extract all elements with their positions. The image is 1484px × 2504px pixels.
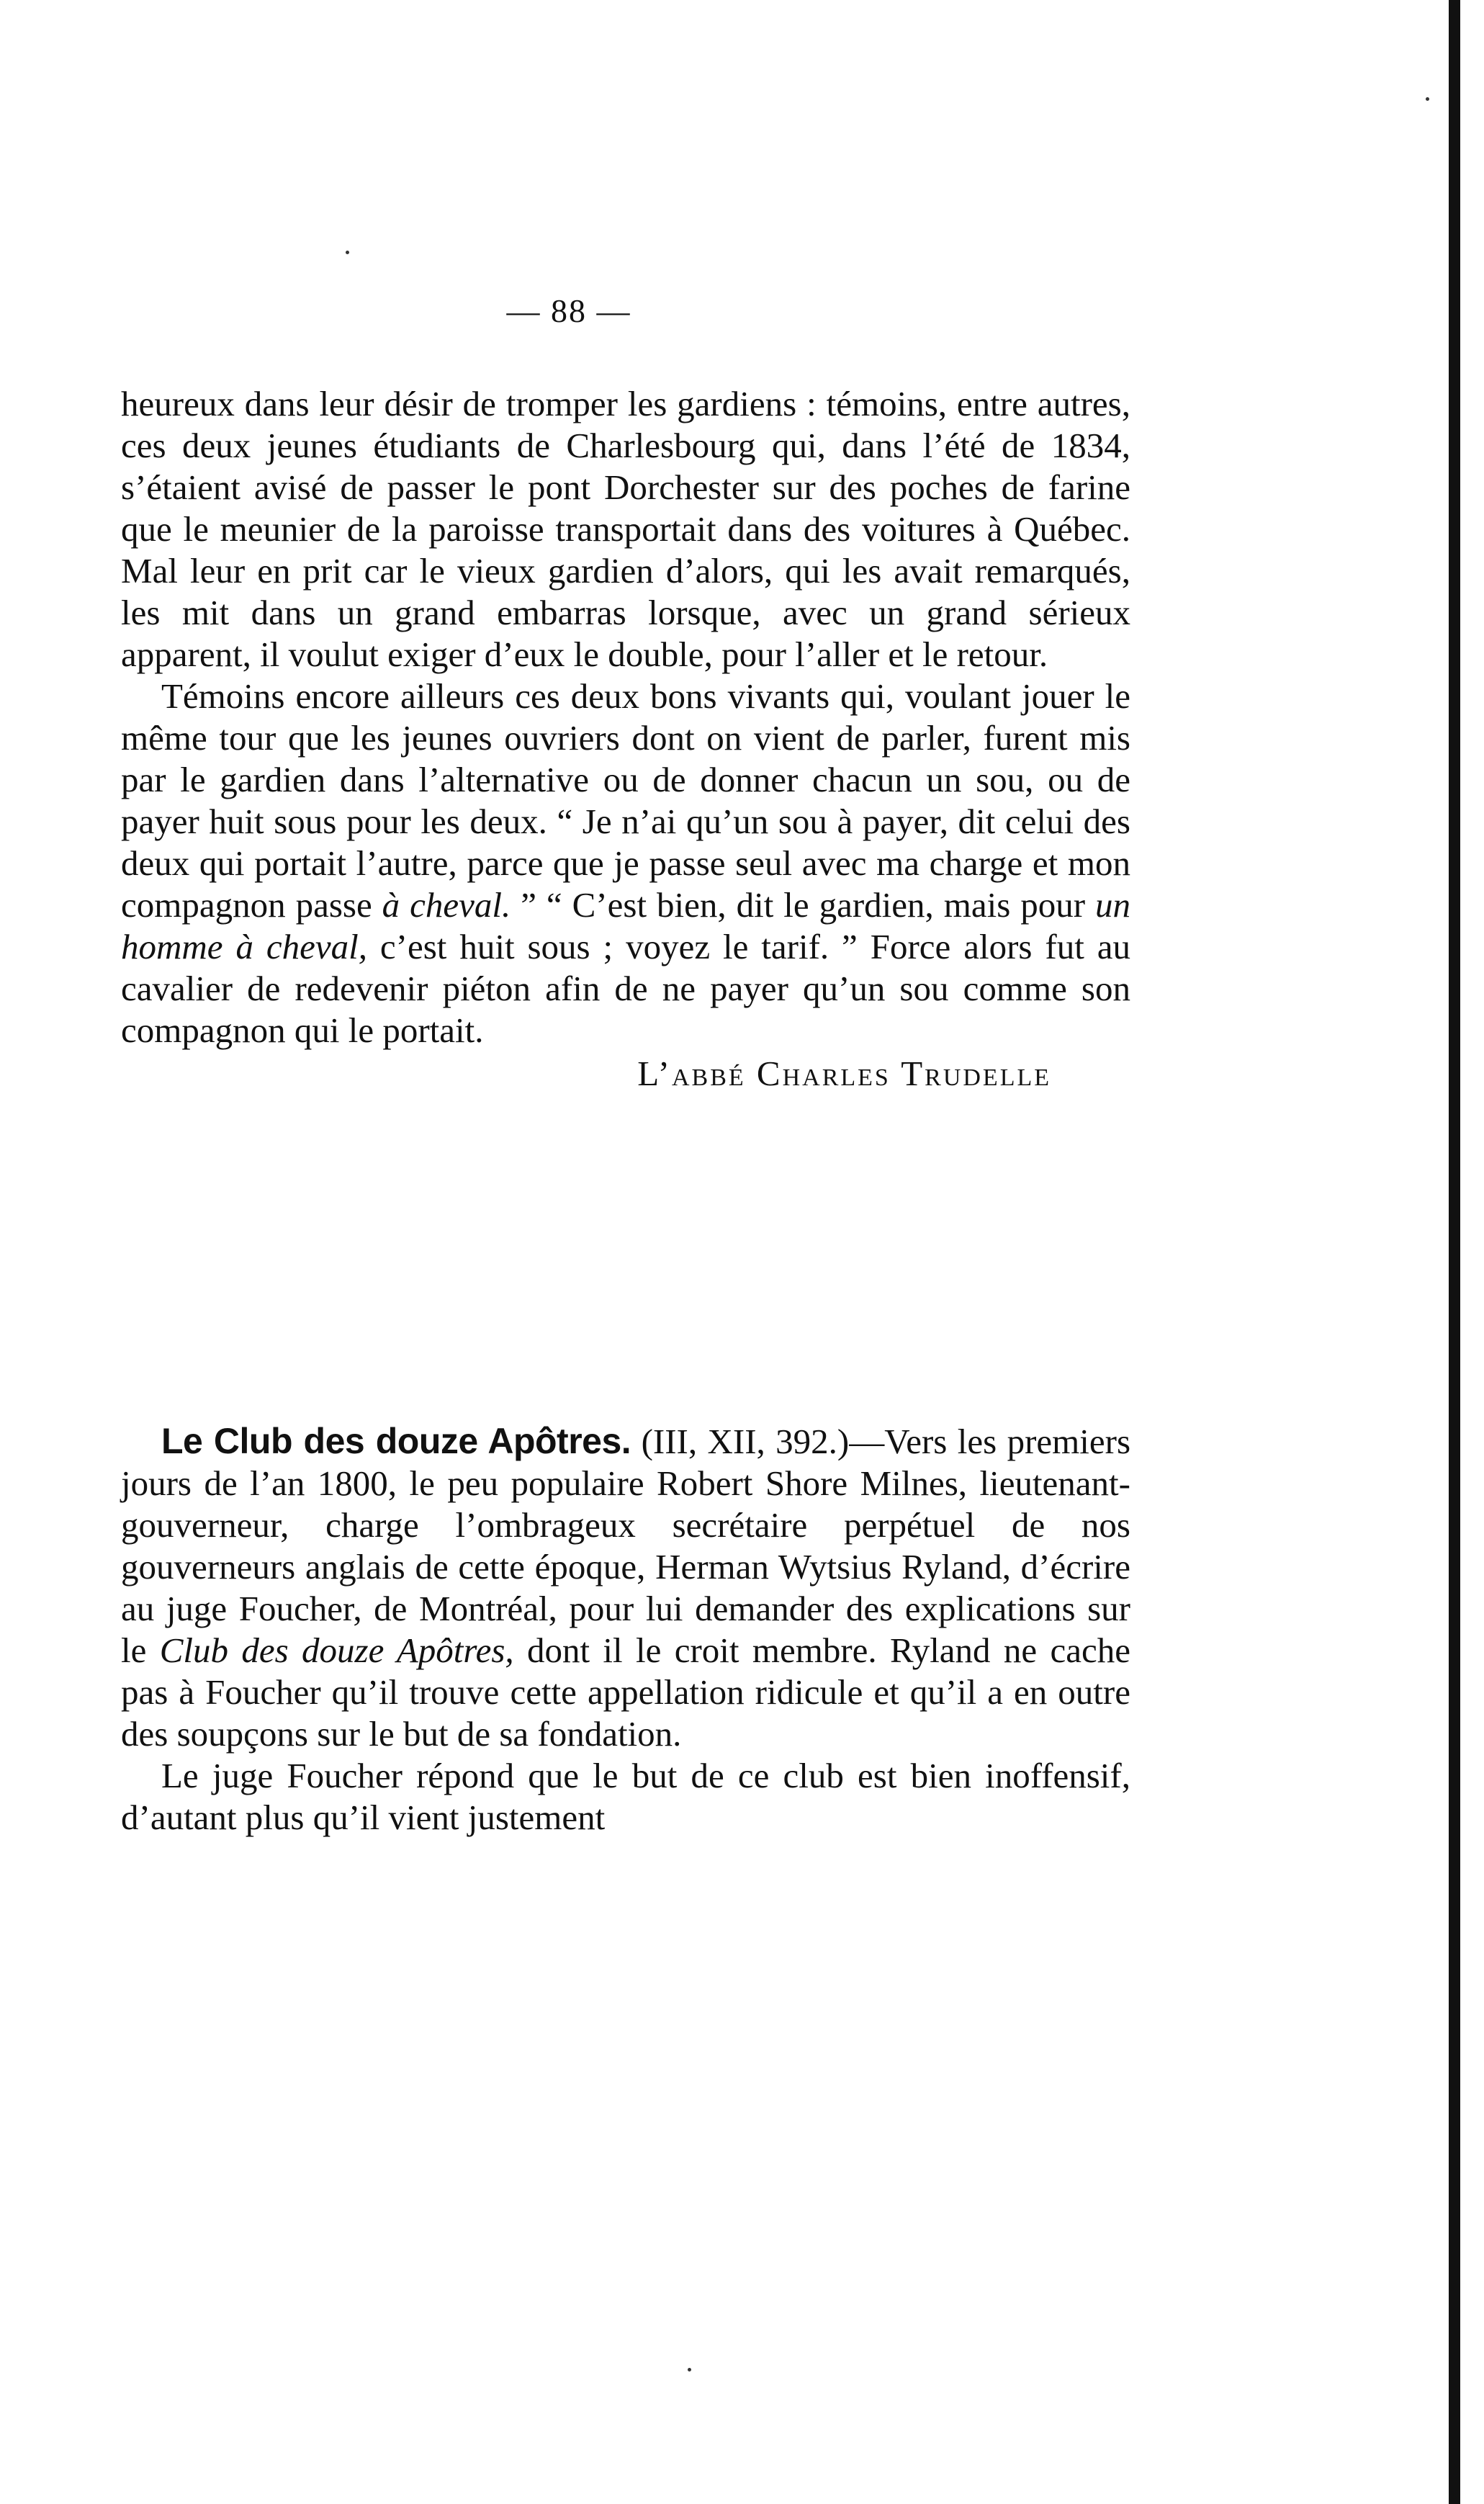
italic-phrase: un homme à cheval, (121, 885, 1131, 966)
section-heading: Le Club des douze Apôtres. (161, 1421, 631, 1461)
text-run: Vers les premiers jours de l’an 1800, le peu populaire Robert Shore Milnes, lieutenant-gouverneur, charge l’ombrageux secrétaire perpétuel de nos gouverneurs anglais de cette époque, Herman Wytsius Ryland, d’écrire au juge Foucher, de Montréal, pour lui demander des explications sur le (121, 1422, 1131, 1670)
italic-phrase: Club des douze Apôtres, (159, 1630, 514, 1670)
page-number: — 88 — (506, 292, 631, 329)
article-bridges (121, 383, 1130, 1095)
author-signature: L’abbé Charles Trudelle (637, 1054, 1051, 1093)
text-run: Témoins encore ailleurs ces deux bons vivants qui, voulant jouer le même tour que les jeunes ouvriers dont on vient de parler, furent mis par le gardien dans l’alternative ou de donner chacun un sou, ou de payer huit sous pour les deux. “ Je n’ai qu’un sou à payer, dit celui des deux qui portait l’autre, parce que je passe seul avec ma charge et mon compagnon passe (121, 676, 1130, 925)
ink-speck (688, 2368, 691, 2371)
reference: (III, XII, 392.)— (631, 1422, 885, 1461)
scan-edge-bar (1449, 0, 1460, 2504)
text-run: ” “ C’est bien, dit le gardien, mais pour (511, 885, 1096, 925)
paragraph: heureux dans leur désir de tromper les gardiens : témoins, entre autres, ces deux jeunes étudiants de Charlesbourg qui, dans l’été de 1834, s’étaient avisé de passer le pont Dorchester sur des poches de farine que le meunier de la paroisse transportait dans des voitures à Québec. Mal leur en prit car le vieux gardien d’alors, qui les avait remarqués, les mit dans un grand embarras lorsque, avec un grand sérieux apparent, il voulut exiger d’eux le double, pour l’aller et le retour. (121, 384, 1130, 674)
italic-phrase: à cheval. (382, 885, 511, 925)
text-run: c’est huit sous ; voyez le tarif. ” Force alors fut au cavalier de redevenir piéton afin de ne payer qu’un sou comme son compagnon qui le portait. (121, 927, 1130, 1050)
paragraph: Le juge Foucher répond que le but de ce club est bien inoffensif, d’autant plus qu’il vient justement (121, 1756, 1130, 1837)
ink-speck (1426, 97, 1429, 101)
article-club (121, 1420, 1130, 1839)
paragraph (121, 1420, 1130, 1755)
paragraph (121, 676, 1130, 1051)
ink-speck (346, 251, 349, 254)
text-run: dont il le croit membre. Ryland ne cache pas à Foucher qu’il trouve cette appellation ridicule et qu’il a en outre des soupçons sur le but de sa fondation. (121, 1630, 1130, 1754)
